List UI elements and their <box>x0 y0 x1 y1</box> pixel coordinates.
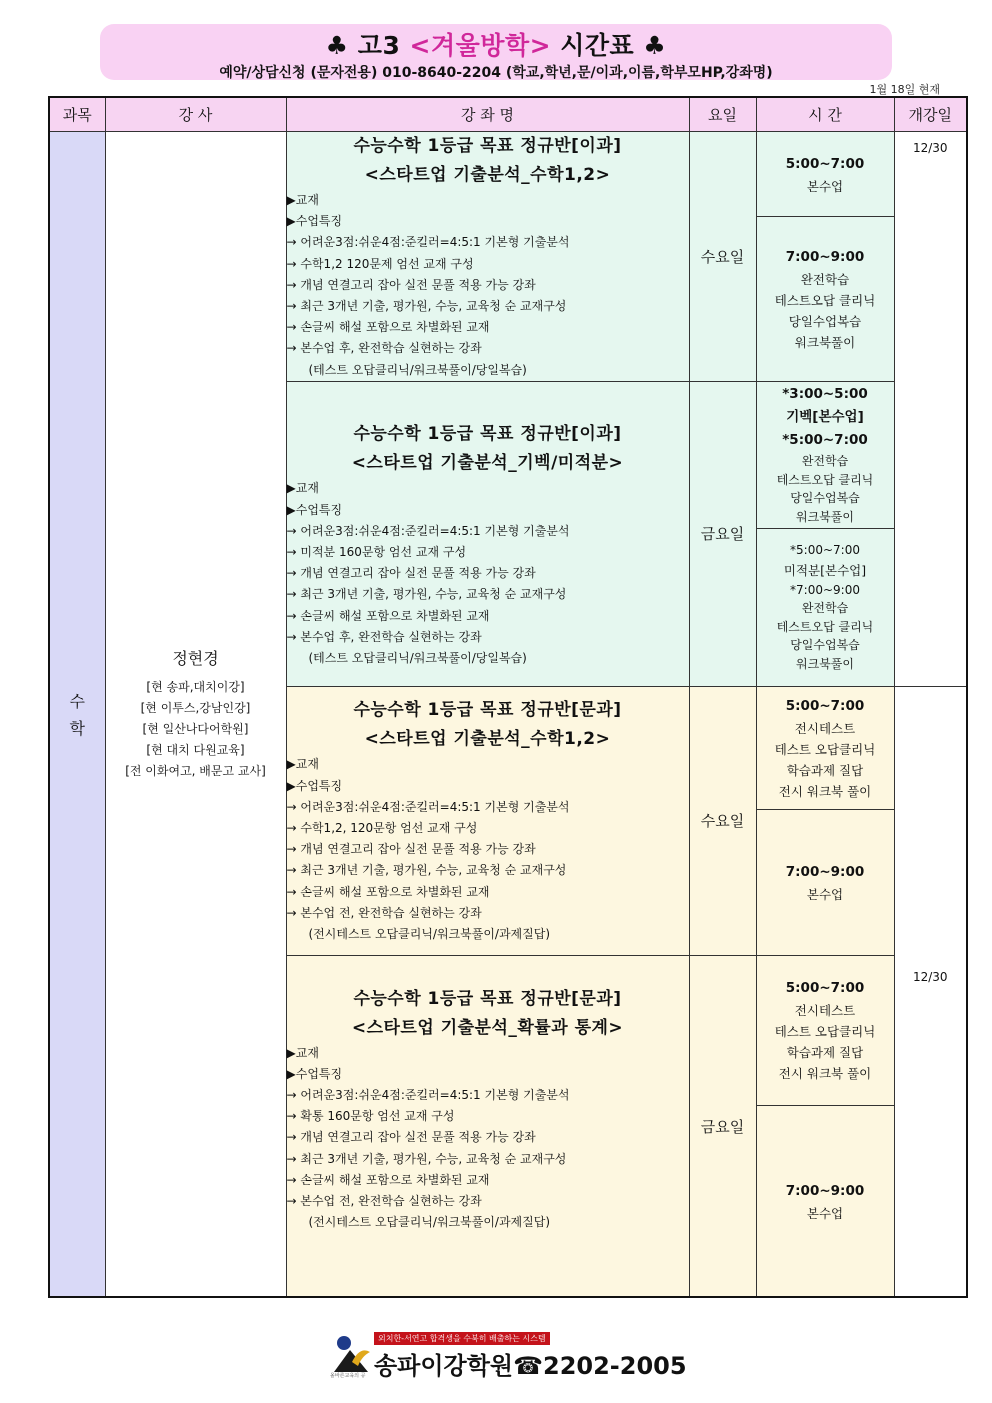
time-cell: *5:00~7:00 미적분[본수업] *7:00~9:00 완전학습 테스트오답 클리닉 당일수업복습 워크북풀이 <box>756 528 894 686</box>
day-cell: 금요일 <box>689 955 756 1297</box>
course-cell: 수능수학 1등급 목표 정규반[이과] <스타트업 기출분석_수학1,2> ▶교재 ▶수업특징 → 어려운3점:쉬운4점:준킬러=4:5:1 기본형 기출분석 → 수학1,2 120문제 엄선 교재 구성 → 개념 연결고리 잡아 실전 문풀 적용 가능 강좌 → 최근 3개년 기출, 평가원, 수능, 교육청 순 교재구성 → 손글씨 해설 포함으로 차별화된 교재 → 본수업 후, 완전학습 실현하는 강좌 (테스트 오답클리닉/워크북풀이/당일복습) <box>286 132 689 382</box>
day-cell: 수요일 <box>689 132 756 382</box>
course-title: 수능수학 1등급 목표 정규반[이과] <box>353 424 622 445</box>
time-cell: 7:00~9:00 완전학습 테스트오답 클리닉 당일수업복습 워크북풀이 <box>756 217 894 382</box>
col-teacher: 강 사 <box>105 97 286 132</box>
col-course: 강 좌 명 <box>286 97 689 132</box>
teacher-cell: 정현경 [현 송파,대치이강] [현 이투스,강남인강] [현 일산나다어학원] [현 대치 다원교육] [전 이화여고, 배문고 교사] <box>105 132 286 1298</box>
time-cell: 5:00~7:00 전시테스트 테스트 오답클리닉 학습과제 질답 전시 워크북 풀이 <box>756 955 894 1105</box>
course-subtitle: <스타트업 기출분석_수학1,2> <box>364 729 611 750</box>
open-date-cell: 12/30 <box>894 686 967 1297</box>
course-subtitle: <스타트업 기출분석_기벡/미적분> <box>351 453 624 474</box>
club-icon: ♣ <box>643 31 667 60</box>
teacher-name: 정현경 <box>172 649 219 669</box>
course-cell: 수능수학 1등급 목표 정규반[이과] <스타트업 기출분석_기벡/미적분> ▶교재 ▶수업특징 → 어려운3점:쉬운4점:준킬러=4:5:1 기본형 기출분석 → 미적분 160문항 엄선 교재 구성 → 개념 연결고리 잡아 실전 문풀 적용 가능 강좌 → 최근 3개년 기출, 평가원, 수능, 교육청 순 교재구성 → 손글씨 해설 포함으로 차별화된 교재 → 본수업 후, 완전학습 실현하는 강좌 (테스트 오답클리닉/워크북풀이/당일복습) <box>286 381 689 686</box>
contact-subtitle: 예약/상담신청 (문자전용) 010-8640-2204 (학교,학년,문/이과,이름,학부모HP,강좌명) <box>219 65 773 81</box>
open-date-cell: 12/30 <box>894 132 967 687</box>
academy-footer <box>330 1330 687 1380</box>
course-cell: 수능수학 1등급 목표 정규반[문과] <스타트업 기출분석_수학1,2> ▶교재 ▶수업특징 → 어려운3점:쉬운4점:준킬러=4:5:1 기본형 기출분석 → 수학1,2, 120문항 엄선 교재 구성 → 개념 연결고리 잡아 실전 문풀 적용 가능 강좌 → 최근 3개년 기출, 평가원, 수능, 교육청 순 교재구성 → 손글씨 해설 포함으로 차별화된 교재 → 본수업 전, 완전학습 실현하는 강좌 (전시테스트 오답클리닉/워크북풀이/과제질답) <box>286 686 689 955</box>
course-title: 수능수학 1등급 목표 정규반[문과] <box>353 988 622 1009</box>
title-banner <box>100 24 892 80</box>
timetable <box>48 96 968 1298</box>
course-title: 수능수학 1등급 목표 정규반[이과] <box>353 136 622 156</box>
col-day: 요일 <box>689 97 756 132</box>
title-highlight: <겨울방학> <box>409 31 552 60</box>
day-cell: 수요일 <box>689 686 756 955</box>
course-subtitle: <스타트업 기출분석_수학1,2> <box>364 165 611 185</box>
phone-number: ☎2202-2005 <box>513 1352 687 1380</box>
time-cell: 7:00~9:00 본수업 <box>756 809 894 955</box>
course-subtitle: <스타트업 기출분석_확률과 통계> <box>351 1017 624 1038</box>
time-cell: 5:00~7:00 본수업 <box>756 132 894 217</box>
time-cell: 7:00~9:00 본수업 <box>756 1105 894 1297</box>
academy-logo-icon <box>330 1332 374 1378</box>
col-open-date: 개강일 <box>894 97 967 132</box>
day-cell: 금요일 <box>689 381 756 686</box>
course-title: 수능수학 1등급 목표 정규반[문과] <box>353 700 622 721</box>
time-cell: 5:00~7:00 전시테스트 테스트 오답클리닉 학습과제 질답 전시 워크북 풀이 <box>756 686 894 809</box>
col-time: 시 간 <box>756 97 894 132</box>
slogan-badge: 외치한-서연고 합격생을 수북히 배출하는 시스템 <box>374 1332 550 1345</box>
page-title: ♣ 고3 <겨울방학> 시간표 ♣ <box>325 31 667 60</box>
as-of-date: 1월 18일 현재 <box>869 83 940 96</box>
table-header-row <box>49 97 967 132</box>
brand-name: 송파이강학원☎2202-2005 <box>374 1352 687 1380</box>
svg-text:올바른교육의 공: 올바른교육의 공 <box>330 1373 366 1378</box>
time-cell: *3:00~5:00 기벡[본수업] *5:00~7:00 완전학습 테스트오답 클리닉 당일수업복습 워크북풀이 <box>756 381 894 528</box>
club-icon: ♣ <box>325 31 349 60</box>
course-cell: 수능수학 1등급 목표 정규반[문과] <스타트업 기출분석_확률과 통계> ▶교재 ▶수업특징 → 어려운3점:쉬운4점:준킬러=4:5:1 기본형 기출분석 → 확통 160문항 엄선 교재 구성 → 개념 연결고리 잡아 실전 문풀 적용 가능 강좌 → 최근 3개년 기출, 평가원, 수능, 교육청 순 교재구성 → 손글씨 해설 포함으로 차별화된 교재 → 본수업 전, 완전학습 실현하는 강좌 (전시테스트 오답클리닉/워크북풀이/과제질답) <box>286 955 689 1297</box>
col-subject: 과목 <box>49 97 105 132</box>
subject-cell: 수 학 <box>49 132 105 1298</box>
